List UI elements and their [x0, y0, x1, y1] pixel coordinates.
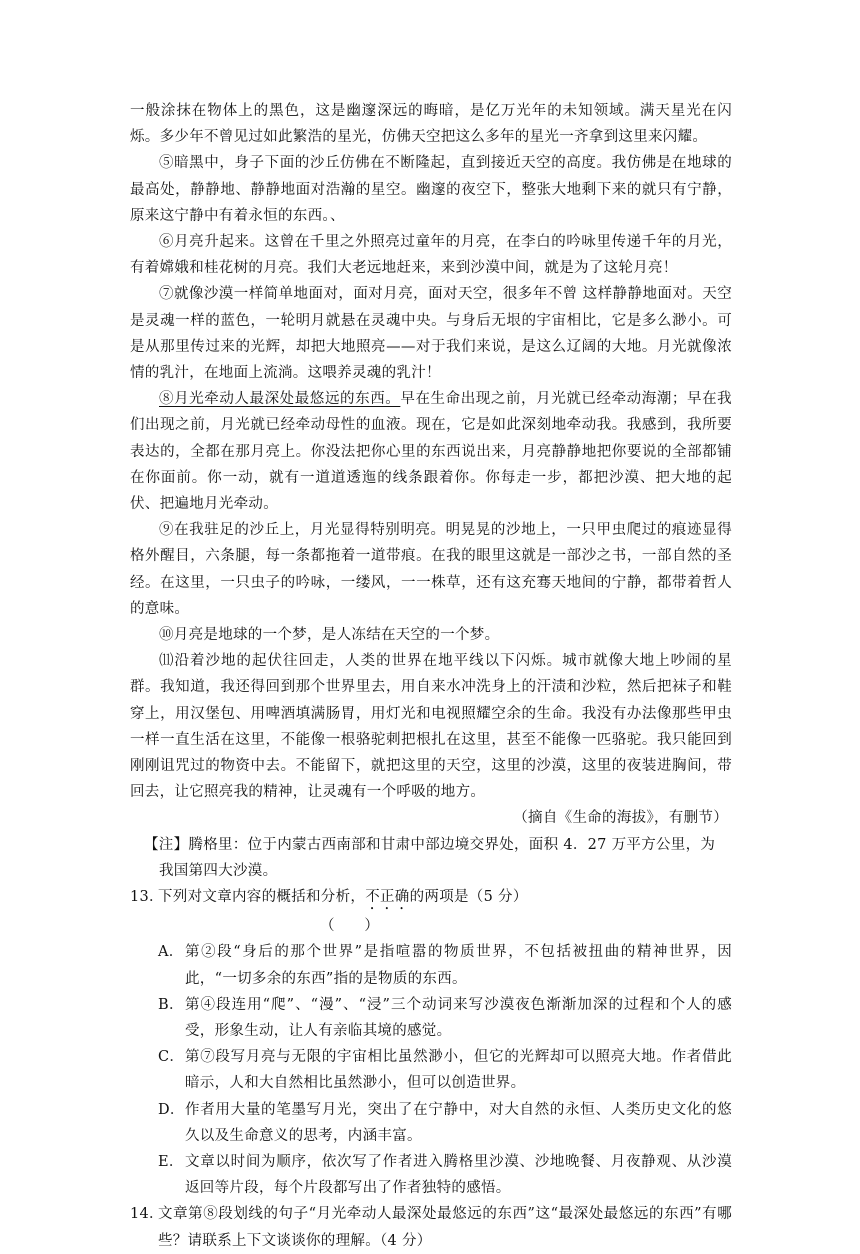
question-14: [130, 1201, 732, 1253]
option-letter: B．: [158, 996, 184, 1013]
paragraph-8: [130, 386, 732, 517]
document-page: [130, 98, 732, 1254]
option-letter: D．: [158, 1101, 185, 1118]
paragraph-5: ⑤暗黑中，身子下面的沙丘仿佛在不断隆起，直到接近天空的高度。我仿佛是在地球的最高处，静静地、静静地面对浩瀚的星空。幽邃的夜空下，整张大地剩下来的就只有宁静，原来这宁静中有着永恒的东西。、: [130, 155, 732, 224]
footnote-label: 【注】: [144, 836, 189, 853]
paragraph-continued: 一般涂抹在物体上的黑色，这是幽邃深远的晦暗，是亿万光年的未知领域。满天星光在闪烁。多少年不曾见过如此繁浩的星光，仿佛天空把这么多年的星光一齐拿到这里来闪耀。: [130, 103, 732, 146]
question-number: 13．: [130, 889, 164, 906]
footnote-text-continued: 我国第四大沙漠。: [159, 862, 278, 879]
option-letter: E．: [158, 1153, 184, 1170]
option-text: 第②段“身后的那个世界”是指喧嚣的物质世界，不包括被扭曲的精神世界，因此，“一切多余的东西”指的是物质的东西。: [185, 944, 732, 987]
underlined-sentence: ⑧月光牵动人最深处最悠远的东西。: [159, 391, 401, 408]
option-item: [130, 1044, 732, 1096]
footnote: [130, 832, 732, 884]
emphasized-text: 不正确: [365, 889, 410, 906]
option-text: 文章以时间为顺序，依次写了作者进入腾格里沙漠、沙地晚餐、月夜静观、从沙漠返回等片段，每个片段都写出了作者独特的感悟。: [185, 1153, 732, 1197]
option-list: [130, 939, 732, 1201]
source-citation: （摘自《生命的海拔》，有删节）: [513, 810, 728, 827]
paragraph-9: ⑨在我驻足的沙丘上，月光显得特别明亮。明晃晃的沙地上，一只甲虫爬过的痕迹显得格外醒目，六条腿，每一条都拖着一道带痕。在我的眼里这就是一部沙之书，一部自然的圣经。在这里，一只虫子的吟咏，一缕风，一一株草，还有这充骞天地间的宁静，都带着哲人的意味。: [130, 522, 732, 617]
question-text: 文章第⑧段划线的句子“月光牵动人最深处最悠远的东西”这“最深处最悠远的东西”有哪些？请联系上下文谈谈你的理解。（4 分）: [158, 1206, 732, 1249]
paragraph-6: ⑥月亮升起来。这曾在千里之外照亮过童年的月亮，在李白的吟咏里传递千年的月光，有着嫦娥和桂花树的月亮。我们大老远地赶来，来到沙漠中间，就是为了这轮月亮！: [130, 234, 732, 277]
option-item: [130, 1149, 732, 1201]
option-text: 第④段连用“爬”、“漫”、“浸”三个动词来写沙漠夜色渐渐加深的过程和个人的感受，形象生动，让人有亲临其境的感觉。: [185, 996, 732, 1039]
option-item: [130, 1097, 732, 1149]
paragraph-11: ⑾沿着沙地的起伏往回走，人类的世界在地平线以下闪烁。城市就像大地上吵闹的星群。我知道，我还得回到那个世界里去，用自来水冲洗身上的汗渍和沙粒，然后把袜子和鞋穿上，用汉堡包、用啤酒填满肠胃，用灯光和电视照耀空余的生命。我没有办法像那些甲虫一样一直生活在这里，不能像一根骆驼刺把根扎在这里，甚至不能像一匹骆驼。我只能回到刚刚诅咒过的物资中去。不能留下，就把这里的天空，这里的沙漠，这里的夜装进胸间，带回去，让它照亮我的精神，让灵魂有一个呼吸的地方。: [130, 653, 732, 801]
option-text: 第⑦段写月亮与无限的宇宙相比虽然渺小，但它的光辉却可以照亮大地。作者借此暗示，人和大自然相比虽然渺小，但可以创造世界。: [185, 1049, 732, 1092]
question-13: [130, 884, 732, 1201]
paragraph-7: ⑦就像沙漠一样简单地面对，面对月亮，面对天空，很多年不曾 这样静静地面对。天空是灵魂一样的蓝色，一轮明月就悬在灵魂中央。与身后无垠的宇宙相比，它是多么渺小。可是从那里传过来的光辉，却把大地照亮——对于我们来说，是这么辽阔的大地。月光就像浓情的乳汁，在地面上流淌。这喂养灵魂的乳汁！: [130, 286, 732, 382]
question-text-end: 的两项是（5 分）: [409, 889, 528, 906]
option-item: [130, 992, 732, 1044]
paragraph-8-rest: 早在生命出现之前，月光就已经牵动海潮；早在我们出现之前，月光就已经牵动母性的血液。现在，它是如此深刻地牵动我。我感到，我所要表达的，全都在那月亮上。你没法把你心里的东西说出来，月亮静静地把你要说的全部都铺在你面前。你一动，就有一道道透迤的线条跟着你。你每走一步，都把沙漠、把大地的起伏、把遍地月光牵动。: [130, 391, 732, 513]
question-text: 下列对文章内容的概括和分析，: [158, 889, 366, 906]
question-number: 14．: [130, 1206, 164, 1223]
footnote-text: 腾格里：位于内蒙古西南部和甘肃中部边境交界处，面积 4．27 万平方公里，为: [188, 836, 716, 853]
option-item: [130, 939, 732, 991]
option-text: 作者用大量的笔墨写月光，突出了在宁静中，对大自然的永恒、人类历史文化的悠久以及生命意义的思考，内涵丰富。: [185, 1101, 732, 1144]
option-letter: A．: [158, 944, 184, 961]
answer-blank: （ ）: [320, 918, 380, 935]
paragraph-10: ⑩月亮是地球的一个梦，是人冻结在天空的一个梦。: [159, 627, 500, 644]
option-letter: C．: [158, 1049, 185, 1066]
